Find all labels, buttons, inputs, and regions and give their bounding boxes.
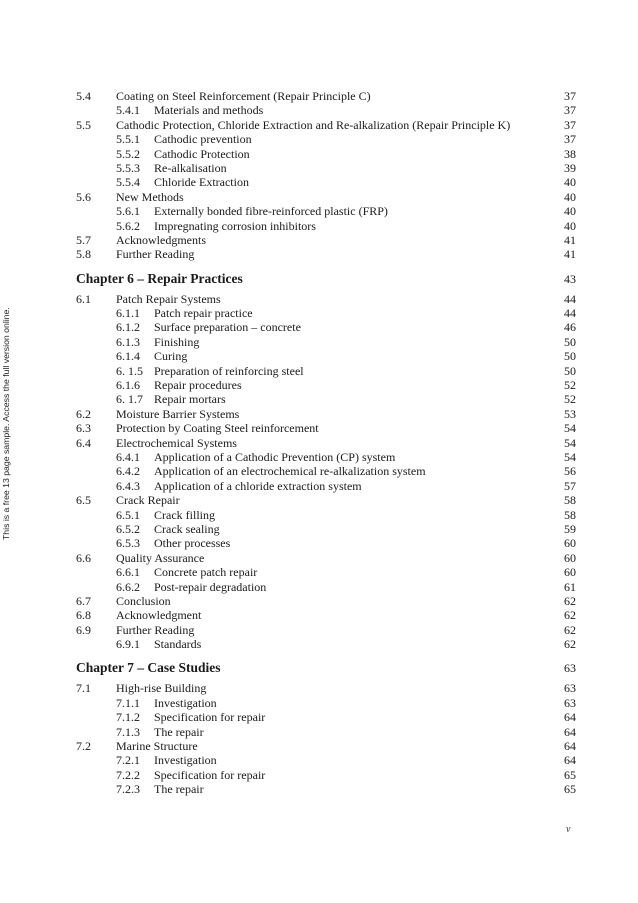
section-number: 6.1.1: [116, 306, 140, 321]
section-title: Acknowledgments: [116, 232, 206, 247]
page-ref: 63: [564, 695, 576, 710]
section-number: 6.1.4: [116, 349, 140, 364]
page-number: v: [566, 824, 571, 835]
section-title: Quality Assurance: [116, 550, 205, 565]
page-ref: 62: [564, 637, 576, 652]
page-ref: 40: [564, 204, 576, 219]
page-ref: 37: [564, 132, 576, 147]
toc-subsection: [76, 768, 576, 782]
page-ref: 54: [564, 435, 576, 450]
page-ref: 54: [564, 421, 576, 436]
page-ref: 50: [564, 349, 576, 364]
table-of-contents: [76, 89, 576, 797]
section-number: 6.4.2: [116, 464, 140, 479]
section-title: Externally bonded fibre-reinforced plastic (FRP): [154, 204, 388, 219]
section-title: Crack sealing: [154, 521, 220, 536]
toc-section: [76, 118, 576, 132]
toc-subsection: [76, 320, 576, 334]
section-number: 6.7: [76, 593, 91, 608]
toc-subsection: [76, 782, 576, 796]
section-number: 6.9: [76, 622, 91, 637]
section-number: 5.8: [76, 247, 91, 262]
section-number: 6. 1.5: [116, 363, 143, 378]
page-ref: 62: [564, 593, 576, 608]
page-ref: 62: [564, 622, 576, 637]
page-ref: 37: [564, 117, 576, 132]
page-ref: 41: [564, 232, 576, 247]
toc-subsection: [76, 335, 576, 349]
page-ref: 64: [564, 710, 576, 725]
toc-chapter-heading: [76, 271, 576, 287]
toc-subsection: [76, 132, 576, 146]
section-title: Marine Structure: [116, 739, 198, 754]
section-title: The repair: [154, 724, 204, 739]
section-title: Further Reading: [116, 622, 195, 637]
toc-section: [76, 594, 576, 608]
toc-section: [76, 739, 576, 753]
section-title: High-rise Building: [116, 681, 207, 696]
section-title: Patch Repair Systems: [116, 291, 221, 306]
section-number: 6.5.2: [116, 521, 140, 536]
page-ref: 63: [564, 661, 576, 676]
section-number: 5.7: [76, 232, 91, 247]
section-title: Crack filling: [154, 507, 215, 522]
page-ref: 58: [564, 507, 576, 522]
section-number: 7.1.3: [116, 724, 140, 739]
section-title: Standards: [154, 637, 202, 652]
section-number: 6.6.1: [116, 565, 140, 580]
section-number: 6.6: [76, 550, 91, 565]
section-number: 6.6.2: [116, 579, 140, 594]
toc-section: [76, 190, 576, 204]
page-ref: 64: [564, 739, 576, 754]
section-title: Application of a chloride extraction system: [154, 478, 362, 493]
section-number: 5.6.2: [116, 218, 140, 233]
page-ref: 40: [564, 175, 576, 190]
section-title: Materials and methods: [154, 103, 264, 118]
section-number: 5.4: [76, 89, 91, 103]
section-number: 7.1.1: [116, 695, 140, 710]
section-title: Investigation: [154, 753, 217, 768]
toc-section: [76, 89, 576, 103]
page-ref: 60: [564, 565, 576, 580]
section-title: Conclusion: [116, 593, 171, 608]
section-number: 5.5.4: [116, 175, 140, 190]
toc-subsection: [76, 349, 576, 363]
chapter-title: Chapter 6 – Repair Practices: [76, 270, 243, 286]
page-ref: 52: [564, 392, 576, 407]
page-ref: 46: [564, 320, 576, 335]
section-title: Curing: [154, 349, 188, 364]
section-number: 6.4.3: [116, 478, 140, 493]
page-ref: 65: [564, 782, 576, 797]
page-ref: 63: [564, 681, 576, 696]
section-title: New Methods: [116, 189, 184, 204]
section-number: 7.2.3: [116, 782, 140, 797]
section-title: Further Reading: [116, 247, 195, 262]
section-number: 5.5: [76, 117, 91, 132]
section-title: Application of a Cathodic Prevention (CP) system: [154, 449, 396, 464]
toc-section: [76, 247, 576, 261]
section-number: 6.5.3: [116, 536, 140, 551]
section-number: 7.2.1: [116, 753, 140, 768]
section-number: 5.5.1: [116, 132, 140, 147]
section-number: 6.4: [76, 435, 91, 450]
page-ref: 59: [564, 521, 576, 536]
toc-subsection: [76, 464, 576, 478]
section-title: The repair: [154, 782, 204, 797]
toc-section: [76, 407, 576, 421]
toc-subsection: [76, 204, 576, 218]
toc-subsection: [76, 696, 576, 710]
section-number: 6.1.6: [116, 378, 140, 393]
section-number: 5.5.2: [116, 146, 140, 161]
section-title: Crack Repair: [116, 493, 180, 508]
section-title: Post-repair degradation: [154, 579, 267, 594]
toc-subsection: [76, 175, 576, 189]
page-ref: 56: [564, 464, 576, 479]
section-title: Repair procedures: [154, 378, 242, 393]
section-number: 6. 1.7: [116, 392, 143, 407]
section-title: Moisture Barrier Systems: [116, 406, 240, 421]
section-number: 6.8: [76, 608, 91, 623]
section-title: Application of an electrochemical re-alkalization system: [154, 464, 426, 479]
section-title: Specification for repair: [154, 767, 266, 782]
toc-subsection: [76, 378, 576, 392]
section-number: 7.2.2: [116, 767, 140, 782]
section-number: 5.6: [76, 189, 91, 204]
section-number: 6.4.1: [116, 449, 140, 464]
toc-subsection: [76, 725, 576, 739]
toc-section: [76, 493, 576, 507]
section-title: Repair mortars: [154, 392, 226, 407]
page-ref: 64: [564, 724, 576, 739]
page-ref: 38: [564, 146, 576, 161]
toc-subsection: [76, 637, 576, 651]
toc-subsection: [76, 508, 576, 522]
toc-subsection: [76, 753, 576, 767]
page-ref: 62: [564, 608, 576, 623]
page-ref: 43: [564, 271, 576, 286]
section-title: Preparation of reinforcing steel: [154, 363, 304, 378]
page-ref: 44: [564, 291, 576, 306]
section-number: 6.3: [76, 421, 91, 436]
toc-section: [76, 623, 576, 637]
toc-subsection: [76, 522, 576, 536]
section-title: Acknowledgment: [116, 608, 202, 623]
section-number: 6.9.1: [116, 637, 140, 652]
toc-subsection: [76, 710, 576, 724]
page-ref: 53: [564, 406, 576, 421]
page-ref: 60: [564, 550, 576, 565]
toc-subsection: [76, 306, 576, 320]
toc-subsection: [76, 536, 576, 550]
toc-section: [76, 436, 576, 450]
section-number: 7.1.2: [116, 710, 140, 725]
section-number: 7.1: [76, 681, 91, 696]
page-ref: 41: [564, 247, 576, 262]
page-ref: 40: [564, 189, 576, 204]
page-ref: 64: [564, 753, 576, 768]
toc-subsection: [76, 450, 576, 464]
section-number: 6.5: [76, 493, 91, 508]
section-title: Coating on Steel Reinforcement (Repair Principle C): [116, 89, 371, 103]
toc-section: [76, 681, 576, 695]
section-title: Cathodic prevention: [154, 132, 252, 147]
section-number: 6.5.1: [116, 507, 140, 522]
section-title: Cathodic Protection, Chloride Extraction and Re-alkalization (Repair Principle K): [116, 117, 511, 132]
section-title: Patch repair practice: [154, 306, 253, 321]
page-ref: 58: [564, 493, 576, 508]
toc-section: [76, 233, 576, 247]
section-number: 5.5.3: [116, 160, 140, 175]
page-ref: 57: [564, 478, 576, 493]
section-number: 7.2: [76, 739, 91, 754]
toc-subsection: [76, 219, 576, 233]
toc-subsection: [76, 580, 576, 594]
toc-subsection: [76, 161, 576, 175]
page-ref: 60: [564, 536, 576, 551]
section-title: Other processes: [154, 536, 231, 551]
toc-section: [76, 608, 576, 622]
page-ref: 44: [564, 306, 576, 321]
toc-subsection: [76, 103, 576, 117]
section-title: Electrochemical Systems: [116, 435, 237, 450]
section-number: 6.1.3: [116, 334, 140, 349]
toc-subsection: [76, 147, 576, 161]
section-title: Surface preparation – concrete: [154, 320, 301, 335]
section-title: Protection by Coating Steel reinforcement: [116, 421, 319, 436]
page-ref: 65: [564, 767, 576, 782]
section-title: Concrete patch repair: [154, 565, 258, 580]
chapter-title: Chapter 7 – Case Studies: [76, 660, 221, 676]
page-ref: 37: [564, 89, 576, 103]
page-ref: 61: [564, 579, 576, 594]
page-ref: 52: [564, 378, 576, 393]
toc-subsection: [76, 392, 576, 406]
toc-subsection: [76, 565, 576, 579]
toc-subsection: [76, 479, 576, 493]
section-title: Re-alkalisation: [154, 160, 227, 175]
toc-subsection: [76, 364, 576, 378]
toc-section: [76, 292, 576, 306]
section-title: Investigation: [154, 695, 217, 710]
toc-section: [76, 551, 576, 565]
section-number: 5.6.1: [116, 204, 140, 219]
page-ref: 54: [564, 449, 576, 464]
section-title: Chloride Extraction: [154, 175, 249, 190]
section-number: 6.1: [76, 291, 91, 306]
page-ref: 50: [564, 363, 576, 378]
page-ref: 40: [564, 218, 576, 233]
sample-notice: This is a free 13 page sample. Access the full version online.: [1, 307, 11, 540]
page-ref: 37: [564, 103, 576, 118]
page-ref: 39: [564, 160, 576, 175]
section-title: Cathodic Protection: [154, 146, 250, 161]
section-title: Impregnating corrosion inhibitors: [154, 218, 316, 233]
page-ref: 50: [564, 334, 576, 349]
toc-section: [76, 421, 576, 435]
section-title: Specification for repair: [154, 710, 266, 725]
toc-chapter-heading: [76, 660, 576, 676]
section-title: Finishing: [154, 334, 200, 349]
section-number: 5.4.1: [116, 103, 140, 118]
section-number: 6.1.2: [116, 320, 140, 335]
section-number: 6.2: [76, 406, 91, 421]
